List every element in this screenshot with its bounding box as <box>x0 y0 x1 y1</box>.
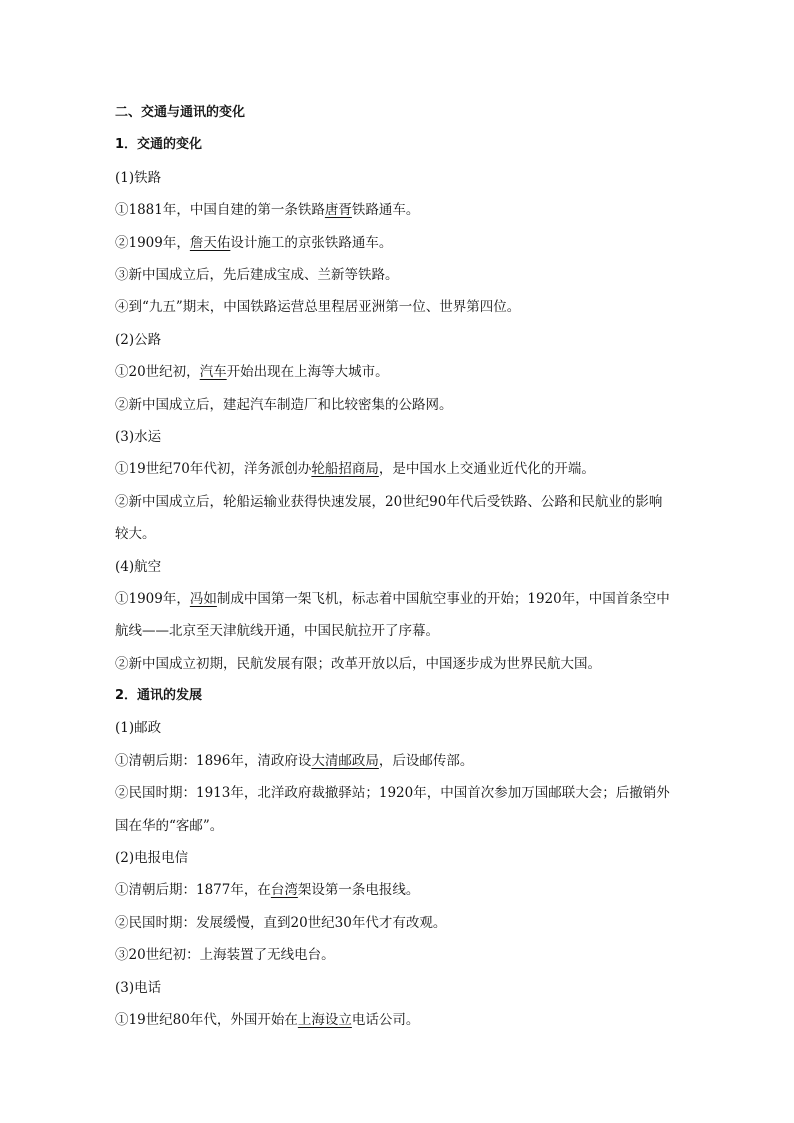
underlined-term: 詹天佑 <box>189 234 231 251</box>
underlined-term: 冯如 <box>189 590 217 607</box>
railway-item-2: ②1909年，詹天佑设计施工的京张铁路通车。 <box>115 234 393 251</box>
air-heading: (4)航空 <box>115 558 162 575</box>
underlined-term: 唐胥 <box>324 202 352 219</box>
air-item-1: ①1909年，冯如制成中国第一架飞机，标志着中国航空事业的开始；1920年，中国首条空中航线——北京至天津航线开通，中国民航拉开了序幕。 <box>115 590 670 640</box>
phone-item-1: ①19世纪80年代，外国开始在上海设立电话公司。 <box>115 1012 420 1029</box>
telegraph-heading: (2)电报电信 <box>115 850 189 867</box>
phone-heading: (3)电话 <box>115 979 162 996</box>
post-heading: (1)邮政 <box>115 720 162 737</box>
underlined-term: 上海设立 <box>297 1012 352 1029</box>
underlined-term: 大清邮政局 <box>311 752 379 769</box>
railway-item-4: ④到“九五”期末，中国铁路运营总里程居亚洲第一位、世界第四位。 <box>115 299 521 316</box>
telegraph-item-1: ①清朝后期：1877年，在台湾架设第一条电报线。 <box>115 882 420 899</box>
water-item-2: ②新中国成立后，轮船运输业获得快速发展，20世纪90年代后受铁路、公路和民航业的影响较大。 <box>115 493 663 543</box>
road-heading: (2)公路 <box>115 331 162 348</box>
railway-item-1: ①1881年，中国自建的第一条铁路唐胥铁路通车。 <box>115 202 420 219</box>
railway-item-3: ③新中国成立后，先后建成宝成、兰新等铁路。 <box>115 266 399 283</box>
post-item-2: ②民国时期：1913年，北洋政府裁撤驿站；1920年，中国首次参加万国邮联大会；后撤销外国在华的“客邮”。 <box>115 785 670 834</box>
post-item-1: ①清朝后期：1896年，清政府设大清邮政局，后设邮传部。 <box>115 752 474 769</box>
road-item-1: ①20世纪初，汽车开始出现在上海等大城市。 <box>115 364 389 381</box>
telegraph-item-3: ③20世纪初：上海装置了无线电台。 <box>115 947 335 964</box>
telegraph-item-2: ②民国时期：发展缓慢，直到20世纪30年代才有改观。 <box>115 914 447 931</box>
underlined-term: 汽车 <box>199 364 227 381</box>
section-title: 二、交通与通讯的变化 <box>115 105 246 120</box>
underlined-term: 台湾 <box>270 882 298 899</box>
transport-heading: 1．交通的变化 <box>115 137 203 153</box>
water-heading: (3)水运 <box>115 428 162 445</box>
water-item-1: ①19世纪70年代初，洋务派创办轮船招商局，是中国水上交通业近代化的开端。 <box>115 461 595 478</box>
document-page <box>115 97 675 1036</box>
underlined-term: 轮船招商局 <box>311 461 379 478</box>
communication-heading: 2．通讯的发展 <box>115 688 203 704</box>
railway-heading: (1)铁路 <box>115 169 162 186</box>
air-item-2: ②新中国成立初期，民航发展有限；改革开放以后，中国逐步成为世界民航大国。 <box>115 655 601 672</box>
road-item-2: ②新中国成立后，建起汽车制造厂和比较密集的公路网。 <box>115 396 453 413</box>
